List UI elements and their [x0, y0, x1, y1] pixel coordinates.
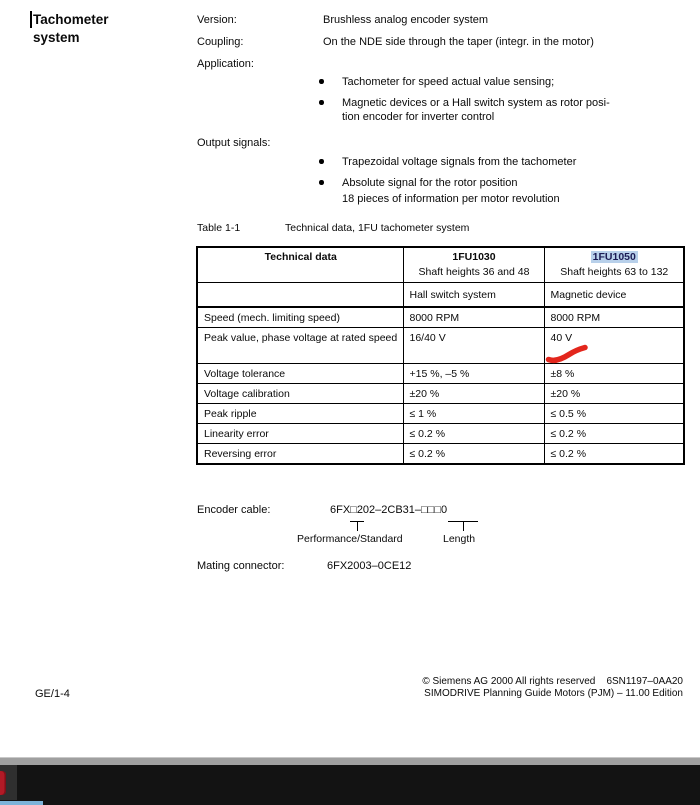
version-value: Brushless analog encoder system: [323, 14, 489, 26]
application-bullet-1: Tachometer for speed actual value sensing;: [342, 76, 555, 88]
row-value: ≤ 0.2 %: [403, 443, 544, 464]
header-col3-subtitle: Shaft heights 63 to 132: [560, 266, 669, 278]
subheader-empty-cell: [197, 283, 403, 307]
coupling-label: Coupling:: [197, 36, 244, 48]
red-swoosh-annotation-icon: [545, 341, 589, 365]
row-label: Peak ripple: [197, 403, 403, 423]
section-heading-line1: Tachometer: [33, 12, 109, 27]
output-bullet-2: Absolute signal for the rotor position: [342, 177, 518, 189]
taskbar-start-accent[interactable]: [0, 801, 43, 805]
technical-data-table: [196, 246, 685, 465]
row-value: ±20 %: [544, 383, 684, 403]
footer-copyright: © Siemens AG 2000 All rights reserved 6SN1197–0AA20: [422, 676, 683, 687]
row-label: Speed (mech. limiting speed): [197, 307, 403, 328]
row-label: Voltage tolerance: [197, 363, 403, 383]
table-header-technical-data: [197, 247, 403, 283]
bullet-icon: [319, 180, 324, 185]
row-value: +15 %, –5 %: [403, 363, 544, 383]
output-signals-label: Output signals:: [197, 137, 271, 149]
row-value: 16/40 V: [403, 327, 544, 363]
row-value: ≤ 0.2 %: [544, 443, 684, 464]
table-header-1fu1030: [403, 247, 544, 283]
row-value: ≤ 0.2 %: [544, 423, 684, 443]
row-value: ±20 %: [403, 383, 544, 403]
coupling-value: On the NDE side through the taper (integr. in the motor): [323, 36, 594, 48]
encoder-cable-part-number: 6FX□202–2CB31–□□□0: [330, 504, 448, 516]
subheader-col2: Hall switch system: [403, 283, 544, 307]
row-value: 8000 RPM: [403, 307, 544, 328]
encoder-cable-label: Encoder cable:: [197, 504, 271, 516]
row-label: Linearity error: [197, 423, 403, 443]
output-bullet-2-continuation: 18 pieces of information per motor revolution: [342, 193, 560, 205]
viewer-bottom-scrollbar[interactable]: [0, 757, 700, 765]
text-cursor-icon: [30, 11, 32, 28]
callout-stem-length-icon: [463, 521, 465, 531]
row-label: Peak value, phase voltage at rated speed: [197, 327, 403, 363]
taskbar: [0, 765, 700, 805]
table-caption-text: Technical data, 1FU tachometer system: [285, 222, 470, 234]
output-bullet-1: Trapezoidal voltage signals from the tachometer: [342, 156, 577, 168]
mating-connector-part-number: 6FX2003–0CE12: [327, 560, 412, 572]
header-col2-subtitle: Shaft heights 36 and 48: [418, 266, 530, 278]
header-col1-title: Technical data: [264, 251, 337, 263]
section-heading-line2: system: [33, 30, 80, 45]
row-label: Voltage calibration: [197, 383, 403, 403]
callout-performance-standard: Performance/Standard: [297, 533, 403, 545]
application-bullet-2-line1: Magnetic devices or a Hall switch system as rotor posi-: [342, 97, 610, 109]
page-reference: GE/1-4: [35, 688, 70, 700]
table-caption-label: Table 1-1: [197, 222, 241, 234]
header-col2-title: 1FU1030: [452, 251, 496, 263]
bullet-icon: [319, 100, 324, 105]
mating-connector-label: Mating connector:: [197, 560, 285, 572]
header-col3-title-selected-text[interactable]: 1FU1050: [592, 251, 636, 263]
row-label: Reversing error: [197, 443, 403, 464]
callout-length: Length: [443, 533, 476, 545]
application-bullet-2-line2: tion encoder for inverter control: [342, 111, 495, 123]
bullet-icon: [319, 159, 324, 164]
row-value: ≤ 0.5 %: [544, 403, 684, 423]
row-value: ±8 %: [544, 363, 684, 383]
version-label: Version:: [197, 14, 237, 26]
row-value-annotated: 40 V: [544, 327, 684, 363]
application-label: Application:: [197, 58, 254, 70]
bullet-icon: [319, 79, 324, 84]
subheader-col3: Magnetic device: [544, 283, 684, 307]
footer-edition: SIMODRIVE Planning Guide Motors (PJM) – 11.00 Edition: [424, 688, 683, 699]
taskbar-app-red-icon[interactable]: [0, 771, 6, 795]
table-header-1fu1050: [544, 247, 684, 283]
row-value: ≤ 1 %: [403, 403, 544, 423]
row-value: ≤ 0.2 %: [403, 423, 544, 443]
callout-stem-performance-icon: [357, 521, 359, 531]
row-value: 8000 RPM: [544, 307, 684, 328]
